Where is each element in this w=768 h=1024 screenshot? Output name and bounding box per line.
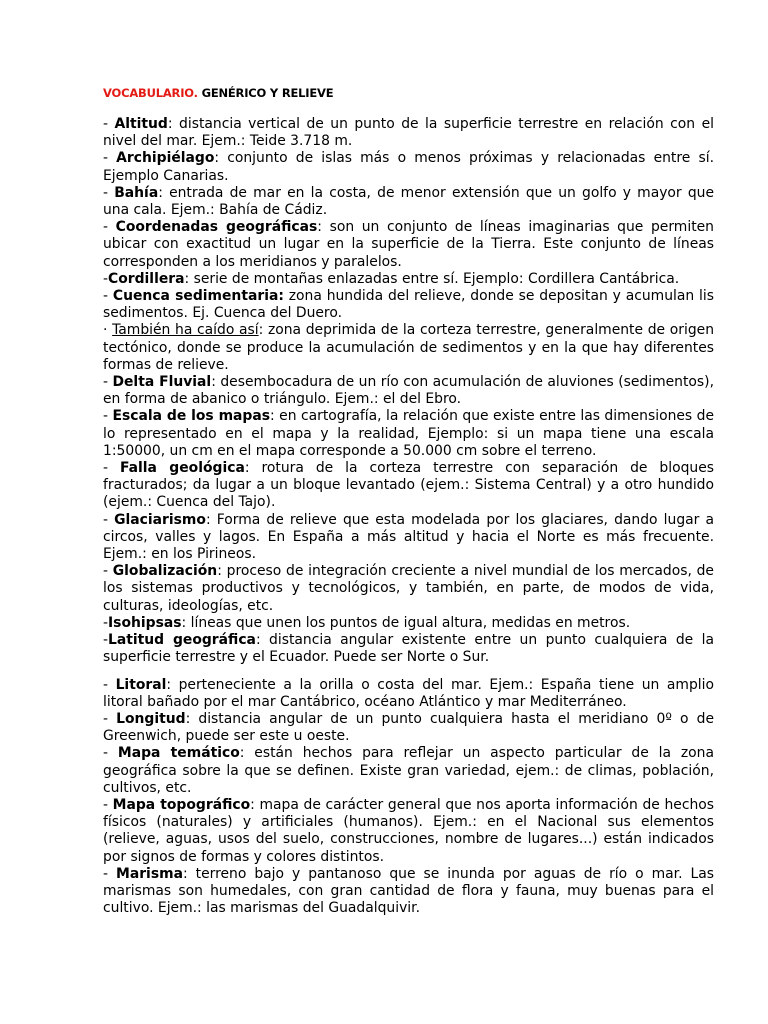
vocabulary-list [103,116,714,917]
underlined-note: También ha caído así [112,322,259,339]
term: Delta Fluvial [112,374,212,391]
page-title [103,86,714,100]
entry-globalizacion: - Globalización: proceso de integración creciente a nivel mundial de los mercados, de los sistemas productivos y tecnológicos, y también, en parte, de modos de vida, culturas, ideologías, etc. [103,563,714,614]
entry-tambien-ha-caido: · También ha caído así: zona deprimida de la corteza terrestre, generalmente de origen tectónico, donde se produce la acumulación de sedimentos y en la que hay diferentes formas de relieve. [103,322,714,373]
title-subject: GENÉRICO Y RELIEVE [197,86,334,100]
entry-isohipsas: -Isohipsas: líneas que unen los puntos de igual altura, medidas en metros. [103,614,631,631]
entry-escala: - Escala de los mapas: en cartografía, la relación que existe entre las dimensiones de lo representado en el mapa y la realidad, Ejemplo: si un mapa tiene una escala 1:50000, un cm en el mapa corresponde a 50.000 cm sobre el terreno. [103,408,714,459]
document-page [103,86,714,917]
term: Isohipsas [108,614,182,631]
title-vocabulario: VOCABULARIO. [103,86,198,100]
entry-archipielago: - Archipiélago: conjunto de islas más o menos próximas y relacionadas entre sí. Ejemplo Canarias. [103,150,714,184]
term: Glaciarismo [114,511,206,528]
entry-cuenca-sedimentaria: - Cuenca sedimentaria: zona hundida del relieve, donde se depositan y acumulan lis sedimentos. Ej. Cuenca del Duero. [103,288,714,322]
entry-falla: - Falla geológica: rotura de la corteza terrestre con separación de bloques fracturados; da lugar a un bloque levantado (ejem.: Sistema Central) y a otro hundido (ejem.: Cuenca del Tajo). [103,460,714,511]
entry-altitud: - Altitud: distancia vertical de un punto de la superficie terrestre en relación con el nivel del mar. Ejem.: Teide 3.718 m. [103,116,714,150]
term: Falla geológica [119,460,245,477]
entry-longitud: - Longitud: distancia angular de un punto cualquiera hasta el meridiano 0º o de Greenwich, puede ser este u oeste. [103,710,714,745]
term: Archipiélago [116,150,215,167]
spacer [103,667,714,677]
term: Globalización [112,563,218,580]
term: Longitud [116,710,186,727]
entry-coordenadas: - Coordenadas geográficas: son un conjunto de líneas imaginarias que permiten ubicar con exactitud un lugar en la superficie de la Tierra. Este conjunto de líneas corresponden a los meridianos y paralelos. [103,219,714,270]
term: Coordenadas geográficas [115,219,318,236]
term: Litoral [115,676,167,693]
entry-mapa-topografico: - Mapa topográfico: mapa de carácter general que nos aporta información de hechos físicos (naturales) y artificiales (humanos). Ejem.: en el Nacional sus elementos (relieve, aguas, usos del suelo, construcciones, nombre de lugares...) están indicados por signos de formas y colores distintos. [103,796,715,865]
entry-bahia: - Bahía: entrada de mar en la costa, de menor extensión que un golfo y mayor que una cala. Ejem.: Bahía de Cádiz. [103,184,714,219]
entry-cordillera: -Cordillera: serie de montañas enlazadas entre sí. Ejemplo: Cordillera Cantábrica. [103,270,680,287]
term: Mapa temático [117,745,240,762]
term: Cuenca sedimentaria: [112,288,284,305]
entry-glaciarismo: - Glaciarismo: Forma de relieve que esta modelada por los glaciares, dando lugar a circos, valles y lagos. En España a más altitud y hacia el Norte es más frecuente. Ejem.: en los Pirineos. [103,511,714,563]
term: Marisma [116,865,183,882]
term: Bahía [114,184,159,201]
entry-delta-fluvial: - Delta Fluvial: desembocadura de un río con acumulación de aluviones (sedimentos), en forma de abanico o triángulo. Ejem.: el del Ebro. [103,374,714,408]
term: Latitud geográfica [108,632,256,649]
entry-litoral: - Litoral: perteneciente a la orilla o costa del mar. Ejem.: España tiene un amplio litoral bañado por el mar Cantábrico, océano Atlántico y mar Mediterráneo. [103,676,714,710]
term: Escala de los mapas [112,408,271,425]
entry-latitud: -Latitud geográfica: distancia angular existente entre un punto cualquiera de la superficie terrestre y el Ecuador. Puede ser Norte o Sur. [103,632,714,666]
term: Cordillera [108,270,185,287]
term: Altitud [114,116,168,132]
entry-marisma: - Marisma: terreno bajo y pantanoso que se inunda por aguas de río o mar. Las marismas son humedales, con gran cantidad de flora y fauna, muy buenas para el cultivo. Ejem.: las marismas del Guadalquivir. [103,865,714,917]
entry-mapa-tematico: - Mapa temático: están hechos para reflejar un aspecto particular de la zona geográfica sobre la que se definen. Existe gran variedad, ejem.: de climas, población, cultivos, etc. [103,745,714,796]
term: Mapa topográfico [112,796,251,813]
